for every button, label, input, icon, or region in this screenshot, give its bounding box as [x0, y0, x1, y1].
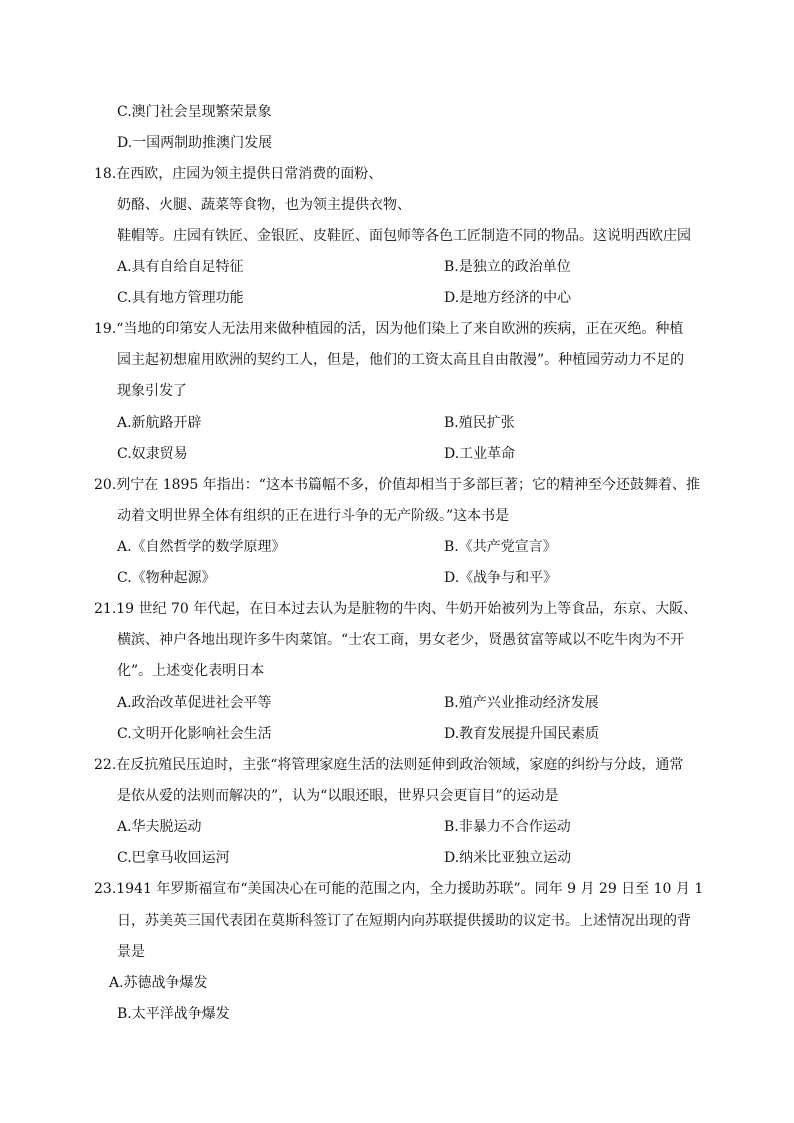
question-21-stem: 21.19 世纪 70 年代起，在日本过去认为是脏物的牛肉、牛奶开始被列为上等食品，东京、大阪、 [94, 601, 698, 617]
question-21-stem-cont: 化”。上述变化表明日本 [117, 663, 265, 679]
question-23-stem-cont: 景是 [117, 944, 145, 960]
question-20-stem-cont: 动着文明世界全体有组织的正在进行斗争的无产阶级。”这本书是 [117, 508, 510, 524]
question-18-option-c: C.具有地方管理功能 [117, 290, 244, 306]
question-19-option-a: A.新航路开辟 [117, 415, 202, 431]
question-22-stem-cont: 是依从爱的法则而解决的”，认为“以眼还眼，世界只会更盲目”的运动是 [117, 788, 559, 804]
question-22-option-a: A.华夫脱运动 [117, 819, 202, 835]
question-22-stem: 22.在反抗殖民压迫时，主张“将管理家庭生活的法则延伸到政治领域，家庭的纠纷与分歧，通常 [94, 757, 684, 773]
option-d: D.一国两制助推澳门发展 [117, 135, 273, 151]
question-21-option-a: A.政治改革促进社会平等 [117, 695, 272, 711]
question-20-option-b: B.《共产党宣言》 [444, 539, 557, 555]
question-19-stem: 19.“当地的印第安人无法用来做种植园的活，因为他们染上了来自欧洲的疾病，正在灭绝。种植 [94, 321, 684, 337]
question-20-option-c: C.《物种起源》 [117, 570, 216, 586]
question-21-option-b: B.殖产兴业推动经济发展 [444, 695, 599, 711]
question-19-option-c: C.奴隶贸易 [117, 446, 188, 462]
question-18-stem-cont: 奶酪、火腿、蔬菜等食物，也为领主提供衣物、 [117, 197, 411, 213]
question-23-stem-cont: 日，苏美英三国代表团在莫斯科签订了在短期内向苏联提供援助的议定书。上述情况出现的背 [117, 913, 691, 929]
question-18-option-d: D.是地方经济的中心 [444, 290, 572, 306]
question-21-option-c: C.文明开化影响社会生活 [117, 726, 272, 742]
question-19-option-d: D.工业革命 [444, 446, 516, 462]
question-19-stem-cont: 园主起初想雇用欧洲的契约工人，但是，他们的工资太高且自由散漫”。种植园劳动力不足的 [117, 352, 685, 368]
question-22-option-b: B.非暴力不合作运动 [444, 819, 571, 835]
question-23-stem: 23.1941 年罗斯福宣布“美国决心在可能的范围之内，全力援助苏联”。同年 9 月 29 日至 10 月 1 [94, 881, 704, 897]
question-18-option-b: B.是独立的政治单位 [444, 259, 571, 275]
question-18-stem: 18.在西欧，庄园为领主提供日常消费的面粉、 [94, 166, 383, 182]
question-22-option-d: D.纳米比亚独立运动 [444, 850, 572, 866]
question-18-stem-cont: 鞋帽等。庄园有铁匠、金银匠、皮鞋匠、面包师等各色工匠制造不同的物品。这说明西欧庄园 [117, 228, 691, 244]
option-c: C.澳门社会呈现繁荣景象 [117, 104, 272, 120]
question-23-option-a: A.苏德战争爆发 [109, 975, 208, 991]
question-21-stem-cont: 横滨、神户各地出现许多牛肉菜馆。“士农工商，男女老少，贤愚贫富等咸以不吃牛肉为不开 [117, 632, 685, 648]
question-20-stem: 20.列宁在 1895 年指出：“这本书篇幅不多，价值却相当于多部巨著；它的精神至今还鼓舞着、推 [94, 477, 700, 493]
question-19-option-b: B.殖民扩张 [444, 415, 515, 431]
question-22-option-c: C.巴拿马收回运河 [117, 850, 230, 866]
question-21-option-d: D.教育发展提升国民素质 [444, 726, 600, 742]
question-20-option-a: A.《自然哲学的数学原理》 [117, 539, 286, 555]
question-18-option-a: A.具有自给自足特征 [117, 259, 244, 275]
question-23-option-b: B.太平洋战争爆发 [117, 1006, 230, 1022]
question-19-stem-cont: 现象引发了 [117, 383, 187, 399]
question-20-option-d: D.《战争与和平》 [444, 570, 558, 586]
